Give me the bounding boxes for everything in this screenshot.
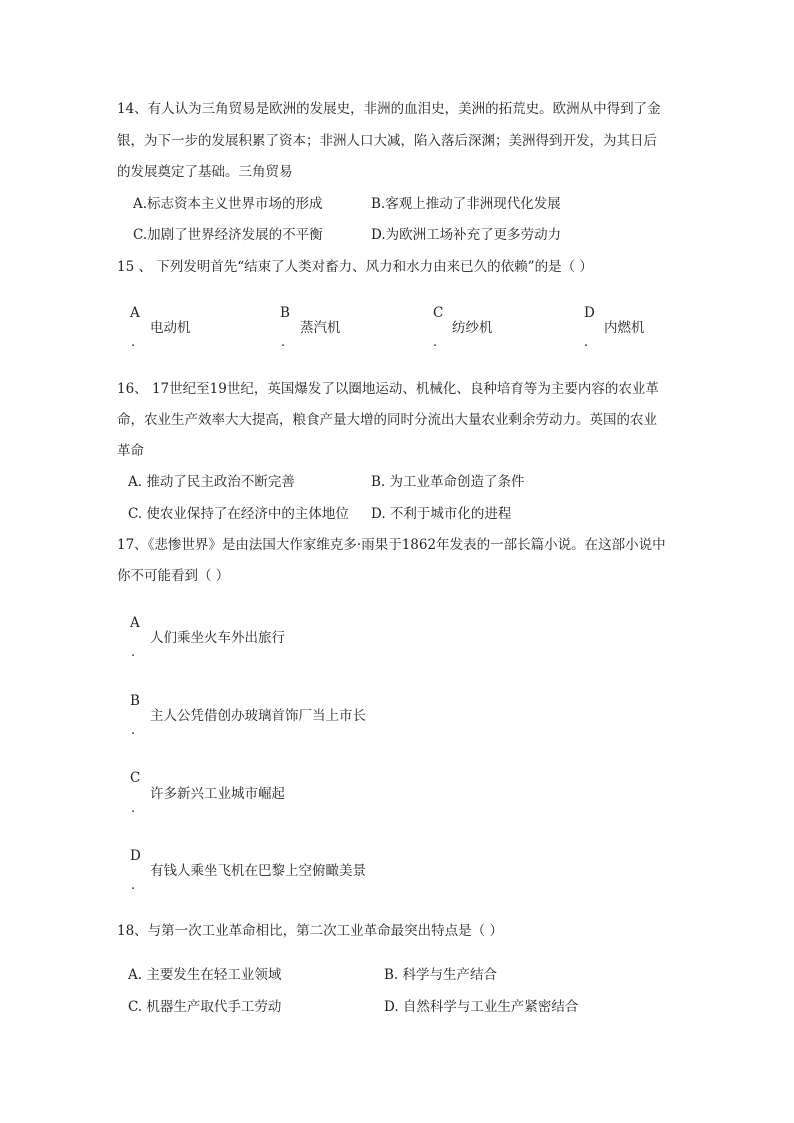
q16-option-c[interactable]: C. 使农业保持了在经济中的主体地位 (128, 506, 349, 522)
option-bullet: . (131, 723, 136, 738)
option-bullet: . (433, 335, 438, 350)
option-text: 内燃机 (604, 320, 645, 336)
q16-stem-line-1: 16、 17世纪至19世纪，英国爆发了以圈地运动、机械化、良种培育等为主要内容的农业革 (117, 381, 659, 397)
option-bullet: . (131, 878, 136, 893)
option-text: 蒸汽机 (300, 320, 341, 336)
q18-option-c[interactable]: C. 机器生产取代手工劳动 (128, 999, 282, 1015)
q16-stem-line-2: 命，农业生产效率大大提高，粮食产量大增的同时分流出大量农业剩余劳动力。英国的农业 (117, 412, 657, 428)
option-text: 人们乘坐火车外出旅行 (150, 630, 285, 646)
q16-option-b[interactable]: B. 为工业革命创造了条件 (371, 474, 525, 490)
option-letter: D (584, 305, 595, 321)
option-letter: B (130, 693, 140, 709)
option-bullet: . (131, 801, 136, 816)
option-bullet: . (584, 335, 589, 350)
q17-stem-line-2: 你不可能看到（ ） (117, 568, 230, 584)
q18-option-b[interactable]: B. 科学与生产结合 (384, 967, 498, 983)
option-letter: A (130, 615, 140, 631)
q14-option-a[interactable]: A.标志资本主义世界市场的形成 (133, 196, 323, 212)
q14-stem-line-1: 14、有人认为三角贸易是欧洲的发展史，非洲的血泪史，美洲的拓荒史。欧洲从中得到了金 (117, 101, 661, 117)
q14-option-c[interactable]: C.加剧了世界经济发展的不平衡 (133, 227, 323, 243)
option-letter: A (130, 305, 140, 321)
q14-option-d[interactable]: D.为欧洲工场补充了更多劳动力 (371, 227, 562, 243)
option-bullet: . (131, 645, 136, 660)
option-text: 许多新兴工业城市崛起 (150, 786, 285, 802)
q18-option-d[interactable]: D. 自然科学与工业生产紧密结合 (384, 999, 579, 1015)
q18-option-a[interactable]: A. 主要发生在轻工业领域 (128, 967, 282, 983)
option-text: 电动机 (150, 320, 191, 336)
q16-stem-line-3: 革命 (117, 443, 144, 459)
option-text: 有钱人乘坐飞机在巴黎上空俯瞰美景 (150, 863, 366, 879)
option-text: 主人公凭借创办玻璃首饰厂当上市长 (150, 708, 366, 724)
q18-stem: 18、与第一次工业革命相比，第二次工业革命最突出特点是（ ） (117, 923, 503, 939)
q15-stem: 15 、 下列发明首先“结束了人类对畜力、风力和水力由来已久的依赖”的是（ ） (117, 259, 593, 275)
option-letter: D (130, 848, 141, 864)
q16-option-d[interactable]: D. 不利于城市化的进程 (371, 506, 512, 522)
option-letter: C (130, 770, 141, 786)
q17-stem-line-1: 17、《悲惨世界》是由法国大作家维克多·雨果于1862年发表的一部长篇小说。在这部小说中 (117, 537, 666, 553)
q14-option-b[interactable]: B.客观上推动了非洲现代化发展 (371, 196, 561, 212)
q16-option-a[interactable]: A. 推动了民主政治不断完善 (128, 474, 295, 490)
option-letter: C (433, 305, 444, 321)
option-letter: B (280, 305, 290, 321)
option-bullet: . (281, 335, 286, 350)
q14-stem-line-2: 银，为下一步的发展积累了资本；非洲人口大减，陷入落后深渊；美洲得到开发，为其日后 (117, 133, 657, 149)
q14-stem-line-3: 的发展奠定了基础。三角贸易 (117, 164, 293, 180)
option-text: 纺纱机 (452, 320, 493, 336)
option-bullet: . (131, 335, 136, 350)
